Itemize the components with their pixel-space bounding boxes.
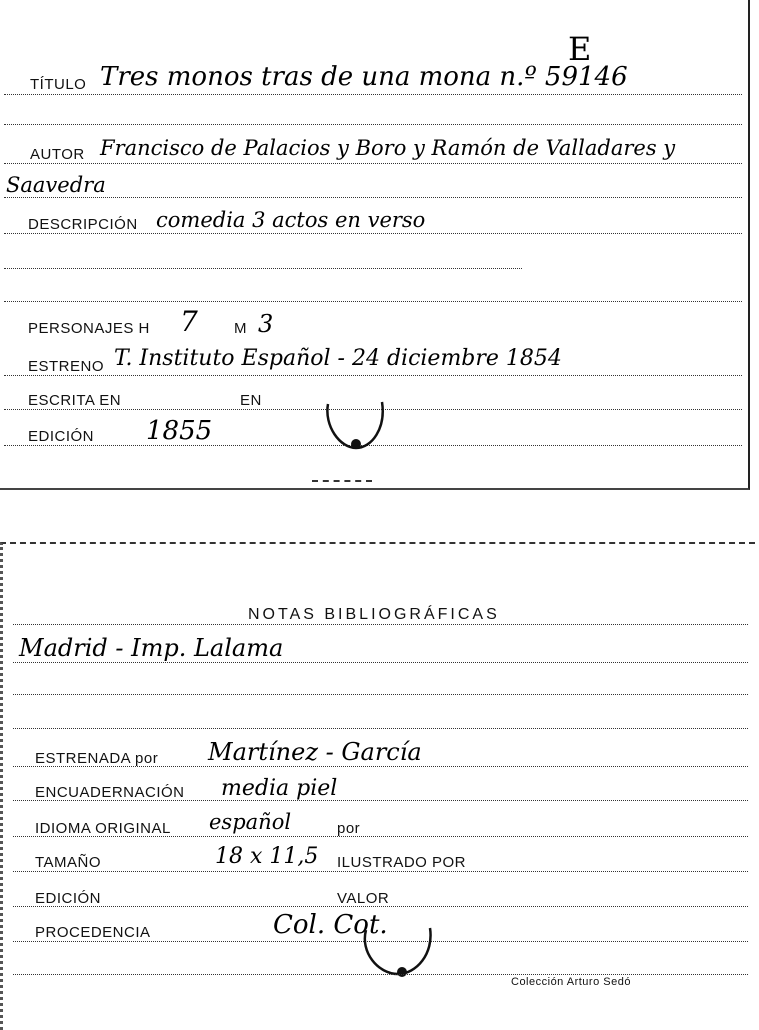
personajes-m-value: 3 (258, 310, 274, 338)
personajes-h-value: 7 (180, 305, 198, 338)
estrenada-value: Martínez - García (208, 738, 422, 766)
heading-rule (13, 624, 748, 625)
autor-value-continued: Saavedra (6, 173, 106, 197)
blank-rule-4 (13, 694, 748, 695)
escrita-en-label: EN (240, 392, 262, 409)
blank-rule-2 (4, 268, 522, 269)
ilustrado-label: ILUSTRADO POR (337, 854, 467, 871)
edicion2-rule (13, 906, 748, 907)
edicion-label: EDICIÓN (28, 428, 95, 445)
encuadernacion-rule (13, 800, 748, 801)
autor-value: Francisco de Palacios y Boro y Ramón de Valladares y (100, 136, 676, 160)
descripcion-rule (4, 233, 742, 234)
titulo-label: TÍTULO (30, 76, 87, 93)
card1-bottom-dash (312, 480, 372, 482)
estreno-rule (4, 375, 742, 376)
encuadernacion-value: media piel (221, 776, 338, 801)
autor-label: AUTOR (30, 146, 85, 163)
tamano-label: TAMAÑO (35, 854, 102, 871)
punch-hole-icon (322, 396, 390, 454)
descripcion-label: DESCRIPCIÓN (28, 216, 138, 233)
personajes-label: PERSONAJES H (28, 320, 150, 337)
footer-rule (13, 974, 748, 975)
procedencia-label: PROCEDENCIA (35, 924, 151, 941)
blank-rule-1 (4, 124, 742, 125)
catalog-card-front (0, 0, 750, 490)
estrenada-rule (13, 766, 748, 767)
personajes-m-label: M (234, 320, 247, 337)
catalog-letter: E (568, 30, 592, 68)
edicion2-label: EDICIÓN (35, 890, 102, 907)
encuadernacion-label: ENCUADERNACIÓN (35, 784, 185, 801)
idioma-value: español (209, 810, 292, 834)
titulo-value: Tres monos tras de una mona n.º 59146 (100, 62, 628, 92)
autor-rule (4, 163, 742, 164)
idioma-rule (13, 836, 748, 837)
idioma-label: IDIOMA ORIGINAL (35, 820, 171, 837)
notas-rule (13, 662, 748, 663)
estrenada-label: ESTRENADA por (35, 750, 159, 767)
edicion-value: 1855 (146, 416, 213, 446)
tamano-value: 18 x 11,5 (215, 844, 319, 869)
valor-label: VALOR (337, 890, 390, 907)
notas-value: Madrid - Imp. Lalama (19, 634, 284, 662)
collection-footer: Colección Arturo Sedó (511, 976, 631, 988)
titulo-rule (4, 94, 742, 95)
notas-heading: NOTAS BIBLIOGRÁFICAS (248, 606, 500, 623)
tamano-rule (13, 871, 748, 872)
autor-cont-rule (4, 197, 742, 198)
procedencia-value: Col. Cot. (273, 910, 388, 940)
estreno-value: T. Instituto Español - 24 diciembre 1854 (114, 346, 562, 371)
descripcion-value: comedia 3 actos en verso (156, 208, 426, 232)
estreno-label: ESTRENO (28, 358, 105, 375)
escrita-label: ESCRITA EN (28, 392, 122, 409)
blank-rule-3 (4, 301, 742, 302)
idioma-por-label: por (337, 820, 361, 837)
blank-rule-5 (13, 728, 748, 729)
catalog-card-back (0, 542, 755, 1030)
